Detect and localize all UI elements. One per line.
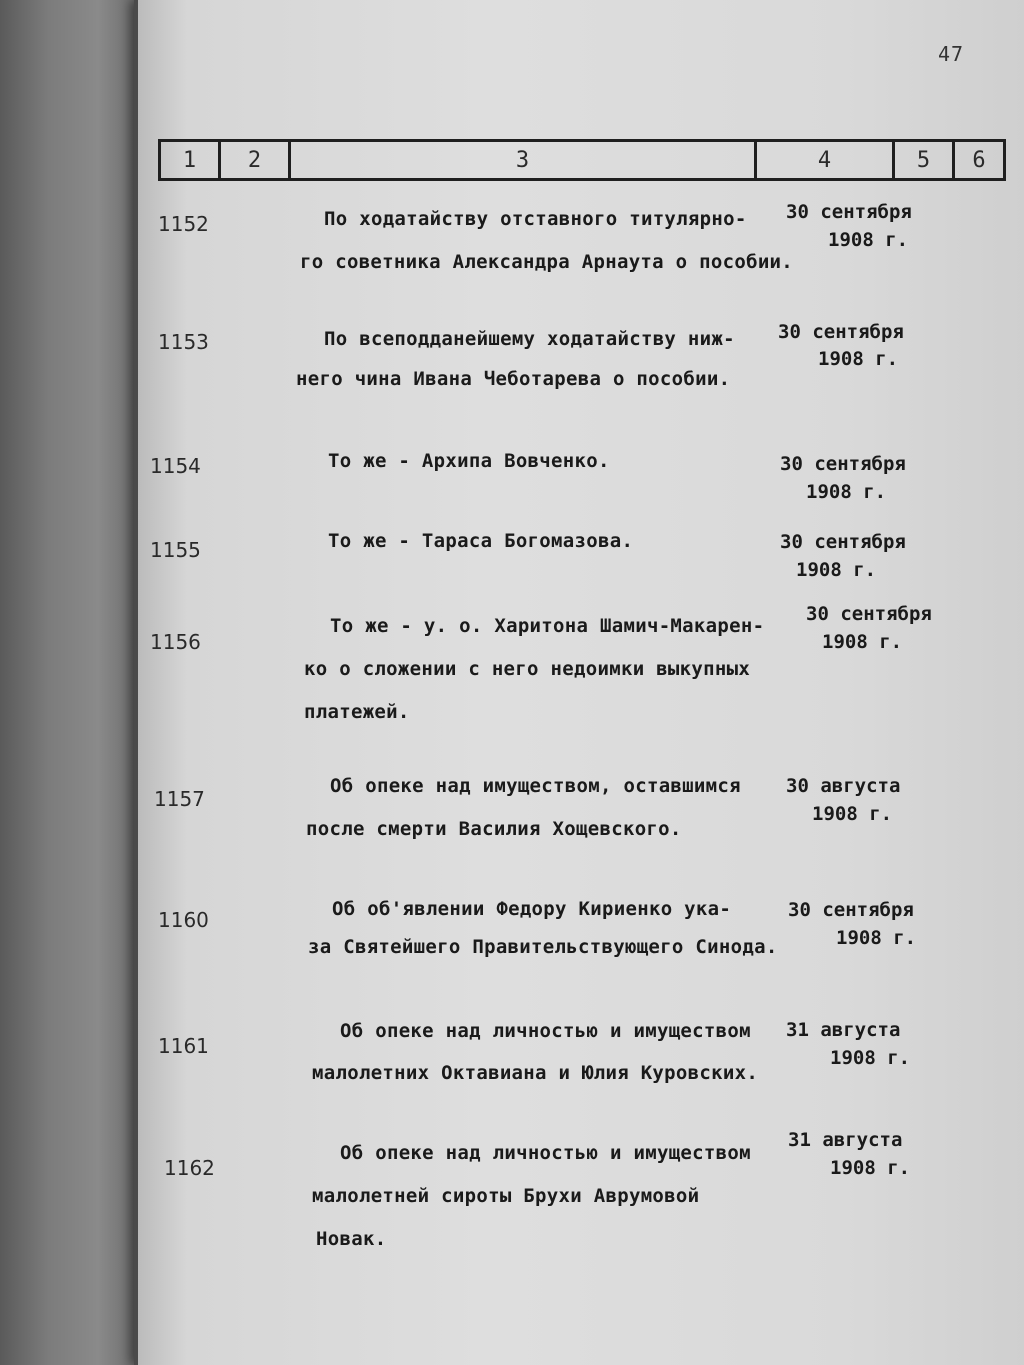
entry-text-line: платежей. bbox=[304, 701, 410, 723]
entry-year: 1908 г. bbox=[812, 803, 893, 825]
entry-date: 30 сентября bbox=[778, 321, 904, 343]
header-col-1: 1 bbox=[158, 142, 218, 178]
book-left-edge bbox=[0, 0, 140, 1365]
header-col-6: 6 bbox=[952, 142, 1006, 178]
entry-text-line: То же - у. о. Харитона Шамич-Макарен- bbox=[330, 615, 765, 637]
entry-number: 1153 bbox=[158, 330, 209, 354]
entry-date: 30 сентября bbox=[780, 453, 906, 475]
entry-date: 30 сентября bbox=[806, 603, 932, 625]
entry-number: 1157 bbox=[154, 787, 205, 811]
entry-text-line: ко о сложении с него недоимки выкупных bbox=[304, 658, 751, 680]
entry-text-line: По всеподданейшему ходатайству ниж- bbox=[324, 328, 735, 350]
entry-number: 1154 bbox=[150, 454, 201, 478]
entry-text-line: го советника Александра Арнаута о пособии. bbox=[300, 251, 794, 273]
entry-number: 1152 bbox=[158, 212, 209, 236]
entry-text-line: малолетних Октавиана и Юлия Куровских. bbox=[312, 1062, 759, 1084]
entry-text-line: Новак. bbox=[316, 1228, 387, 1250]
entry-year: 1908 г. bbox=[830, 1047, 911, 1069]
header-col-4: 4 bbox=[754, 142, 892, 178]
entry-year: 1908 г. bbox=[818, 348, 899, 370]
entry-date: 30 сентября bbox=[786, 201, 912, 223]
book-spine bbox=[134, 0, 138, 1365]
entry-year: 1908 г. bbox=[806, 481, 887, 503]
entry-date: 30 сентября bbox=[780, 531, 906, 553]
entry-date: 30 сентября bbox=[788, 899, 914, 921]
entry-date: 30 августа bbox=[786, 775, 901, 797]
entry-text-line: Об опеке над личностью и имуществом bbox=[340, 1020, 751, 1042]
entry-number: 1156 bbox=[150, 630, 201, 654]
entry-number: 1155 bbox=[150, 538, 201, 562]
entry-year: 1908 г. bbox=[830, 1157, 911, 1179]
entry-text-line: после смерти Василия Хощевского. bbox=[306, 818, 682, 840]
entry-year: 1908 г. bbox=[822, 631, 903, 653]
entry-text-line: По ходатайству отставного титулярно- bbox=[324, 208, 747, 230]
entry-number: 1161 bbox=[158, 1034, 209, 1058]
entry-text-line: То же - Архипа Вовченко. bbox=[328, 450, 610, 472]
entry-text-line: Об опеке над имуществом, оставшимся bbox=[330, 775, 741, 797]
entry-text-line: То же - Тараса Богомазова. bbox=[328, 530, 634, 552]
entry-text-line: малолетней сироты Брухи Аврумовой bbox=[312, 1185, 700, 1207]
entry-number: 1160 bbox=[158, 908, 209, 932]
page-number: 47 bbox=[938, 42, 965, 66]
entry-text-line: за Святейшего Правительствующего Синода. bbox=[308, 936, 778, 958]
entry-number: 1162 bbox=[164, 1156, 215, 1180]
entry-text-line: Об опеке над личностью и имуществом bbox=[340, 1142, 751, 1164]
entry-text-line: него чина Ивана Чеботарева о пособии. bbox=[296, 368, 731, 390]
header-col-3: 3 bbox=[288, 142, 754, 178]
header-col-2: 2 bbox=[218, 142, 288, 178]
entry-year: 1908 г. bbox=[828, 229, 909, 251]
entry-date: 31 августа bbox=[788, 1129, 903, 1151]
table-header bbox=[158, 139, 1006, 181]
entry-date: 31 августа bbox=[786, 1019, 901, 1041]
entry-year: 1908 г. bbox=[796, 559, 877, 581]
header-col-5: 5 bbox=[892, 142, 952, 178]
entry-year: 1908 г. bbox=[836, 927, 917, 949]
entry-text-line: Об об'явлении Федору Кириенко ука- bbox=[332, 898, 732, 920]
